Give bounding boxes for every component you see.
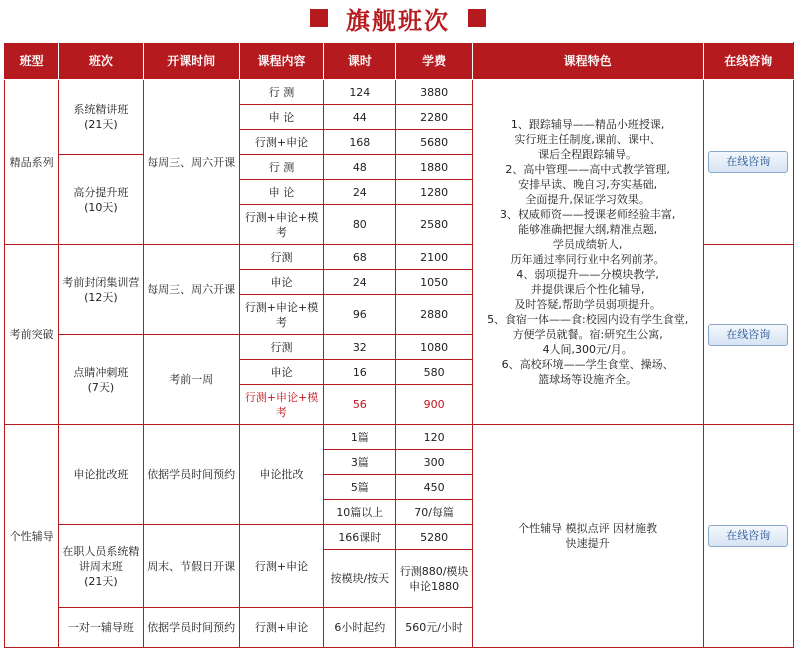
page-title: 旗舰班次 (346, 5, 450, 35)
consult-cell (703, 245, 793, 425)
features-line: 课后全程跟踪辅导。 (538, 148, 638, 161)
features-line: 安排早读、晚自习,夯实基础, (518, 178, 658, 191)
group-type-cell: 精品系列 (5, 80, 59, 245)
content-cell: 行测+申论 (239, 525, 323, 608)
hours-cell: 6小时起约 (324, 608, 396, 648)
table-row (5, 80, 794, 105)
fee-cell: 70/每篇 (396, 500, 472, 525)
header-features: 课程特色 (472, 43, 703, 80)
features-line: 2、高中管理——高中式教学管理, (505, 163, 670, 176)
class-name: 系统精讲班 (73, 103, 129, 116)
features-line: 5、食宿一体——食:校园内设有学生食堂, (487, 313, 689, 326)
content-cell: 行测+申论+模考 (239, 205, 323, 245)
hours-cell: 80 (324, 205, 396, 245)
hours-cell: 按模块/按天 (324, 550, 396, 608)
hours-cell: 124 (324, 80, 396, 105)
consult-cell (703, 80, 793, 245)
table-header-row (5, 43, 794, 80)
class-name-cell: 一对一辅导班 (59, 608, 143, 648)
content-cell: 申论 (239, 270, 323, 295)
features-line: 4人间,300元/月。 (542, 343, 633, 356)
features-line: 1、跟踪辅导——精品小班授课, (510, 118, 665, 131)
fee-cell: 560元/小时 (396, 608, 472, 648)
fee-cell: 450 (396, 475, 472, 500)
online-consult-button[interactable]: 在线咨询 (708, 151, 788, 173)
features-line: 实行班主任制度,课前、课中、 (514, 133, 661, 146)
online-consult-button[interactable]: 在线咨询 (708, 324, 788, 346)
header-content: 课程内容 (239, 43, 323, 80)
hours-cell: 24 (324, 270, 396, 295)
header-consult: 在线咨询 (703, 43, 793, 80)
schedule-cell: 考前一周 (143, 335, 239, 425)
fee-cell: 2880 (396, 295, 472, 335)
fee-cell: 300 (396, 450, 472, 475)
fee-cell: 2100 (396, 245, 472, 270)
header-schedule: 开课时间 (143, 43, 239, 80)
fee-cell: 5680 (396, 130, 472, 155)
features-line: 能够准确把握大纲,精准点题, (518, 223, 658, 236)
class-duration: (12天) (84, 290, 118, 304)
hours-cell: 3篇 (324, 450, 396, 475)
online-consult-button[interactable]: 在线咨询 (708, 525, 788, 547)
features-line: 全面提升,保证学习效果。 (525, 193, 650, 206)
fee-cell: 5280 (396, 525, 472, 550)
class-name: 在职人员系统精讲周末班 (62, 544, 140, 573)
features-line: 6、高校环境——学生食堂、操场、 (501, 358, 674, 371)
class-name: 考前封闭集训营 (62, 275, 140, 289)
header-fee: 学费 (396, 43, 472, 80)
class-duration: (10天) (84, 200, 118, 214)
fee-cell: 1080 (396, 335, 472, 360)
hours-cell: 168 (324, 130, 396, 155)
schedule-cell: 依据学员时间预约 (143, 425, 239, 525)
hours-cell: 10篇以上 (324, 500, 396, 525)
square-bullet-icon (310, 9, 328, 27)
content-cell: 申论批改 (239, 425, 323, 525)
schedule-cell: 周末、节假日开课 (143, 525, 239, 608)
class-name: 点睛冲刺班 (73, 365, 129, 379)
content-cell: 申 论 (239, 105, 323, 130)
page-header (0, 0, 796, 36)
schedule-cell: 每周三、周六开课 (143, 80, 239, 245)
fee-cell: 2580 (396, 205, 472, 245)
features-line: 篮球场等设施齐全。 (538, 373, 638, 386)
fee-cell: 1880 (396, 155, 472, 180)
features-line: 4、弱项提升——分模块教学, (516, 268, 659, 281)
features-line: 历年通过率同行业中名列前茅。 (510, 253, 665, 266)
hours-cell: 96 (324, 295, 396, 335)
schedule-cell: 每周三、周六开课 (143, 245, 239, 335)
group-type-cell: 考前突破 (5, 245, 59, 425)
group-type-cell: 个性辅导 (5, 425, 59, 648)
class-name-cell (59, 525, 143, 608)
fee-cell: 120 (396, 425, 472, 450)
hours-cell: 44 (324, 105, 396, 130)
content-cell: 行测 (239, 335, 323, 360)
fee-cell: 900 (396, 385, 472, 425)
hours-cell: 48 (324, 155, 396, 180)
class-name-cell: 申论批改班 (59, 425, 143, 525)
content-cell: 行测 (239, 245, 323, 270)
fee-cell: 1050 (396, 270, 472, 295)
hours-cell: 32 (324, 335, 396, 360)
fee-cell: 行测880/模块 申论1880 (396, 550, 472, 608)
features-cell: 个性辅导 模拟点评 因材施教 快速提升 (472, 425, 703, 648)
schedule-cell: 依据学员时间预约 (143, 608, 239, 648)
header-hours: 课时 (324, 43, 396, 80)
consult-cell (703, 425, 793, 648)
table-row (5, 425, 794, 450)
content-cell: 行测+申论+模考 (239, 295, 323, 335)
fee-cell: 2280 (396, 105, 472, 130)
hours-cell: 68 (324, 245, 396, 270)
content-cell: 申 论 (239, 180, 323, 205)
content-cell: 行测+申论+模考 (239, 385, 323, 425)
class-name-cell (59, 335, 143, 425)
fee-cell: 580 (396, 360, 472, 385)
content-cell: 行 测 (239, 80, 323, 105)
features-line: 方便学员就餐。宿:研究生公寓, (512, 328, 663, 341)
square-bullet-icon (468, 9, 486, 27)
fee-cell: 1280 (396, 180, 472, 205)
content-cell: 行测+申论 (239, 608, 323, 648)
hours-cell: 1篇 (324, 425, 396, 450)
class-name-cell (59, 245, 143, 335)
header-type: 班型 (5, 43, 59, 80)
class-name-cell (59, 155, 143, 245)
features-cell (472, 80, 703, 425)
hours-cell: 5篇 (324, 475, 396, 500)
class-name: 高分提升班 (73, 185, 129, 199)
course-table (4, 42, 794, 648)
class-duration: (7天) (87, 380, 115, 394)
hours-cell: 24 (324, 180, 396, 205)
content-cell: 申论 (239, 360, 323, 385)
hours-cell: 166课时 (324, 525, 396, 550)
class-duration: (21天) (84, 574, 118, 588)
hours-cell: 56 (324, 385, 396, 425)
header-class: 班次 (59, 43, 143, 80)
class-name-cell (59, 80, 143, 155)
features-line: 学员成绩斩人, (552, 238, 623, 251)
hours-cell: 16 (324, 360, 396, 385)
features-line: 及时答疑,帮助学员弱项提升。 (514, 298, 661, 311)
content-cell: 行 测 (239, 155, 323, 180)
fee-cell: 3880 (396, 80, 472, 105)
content-cell: 行测+申论 (239, 130, 323, 155)
class-duration: (21天) (84, 118, 118, 131)
features-line: 3、权威师资——授课老师经验丰富, (499, 208, 676, 221)
features-line: 并提供课后个性化辅导, (530, 283, 645, 296)
